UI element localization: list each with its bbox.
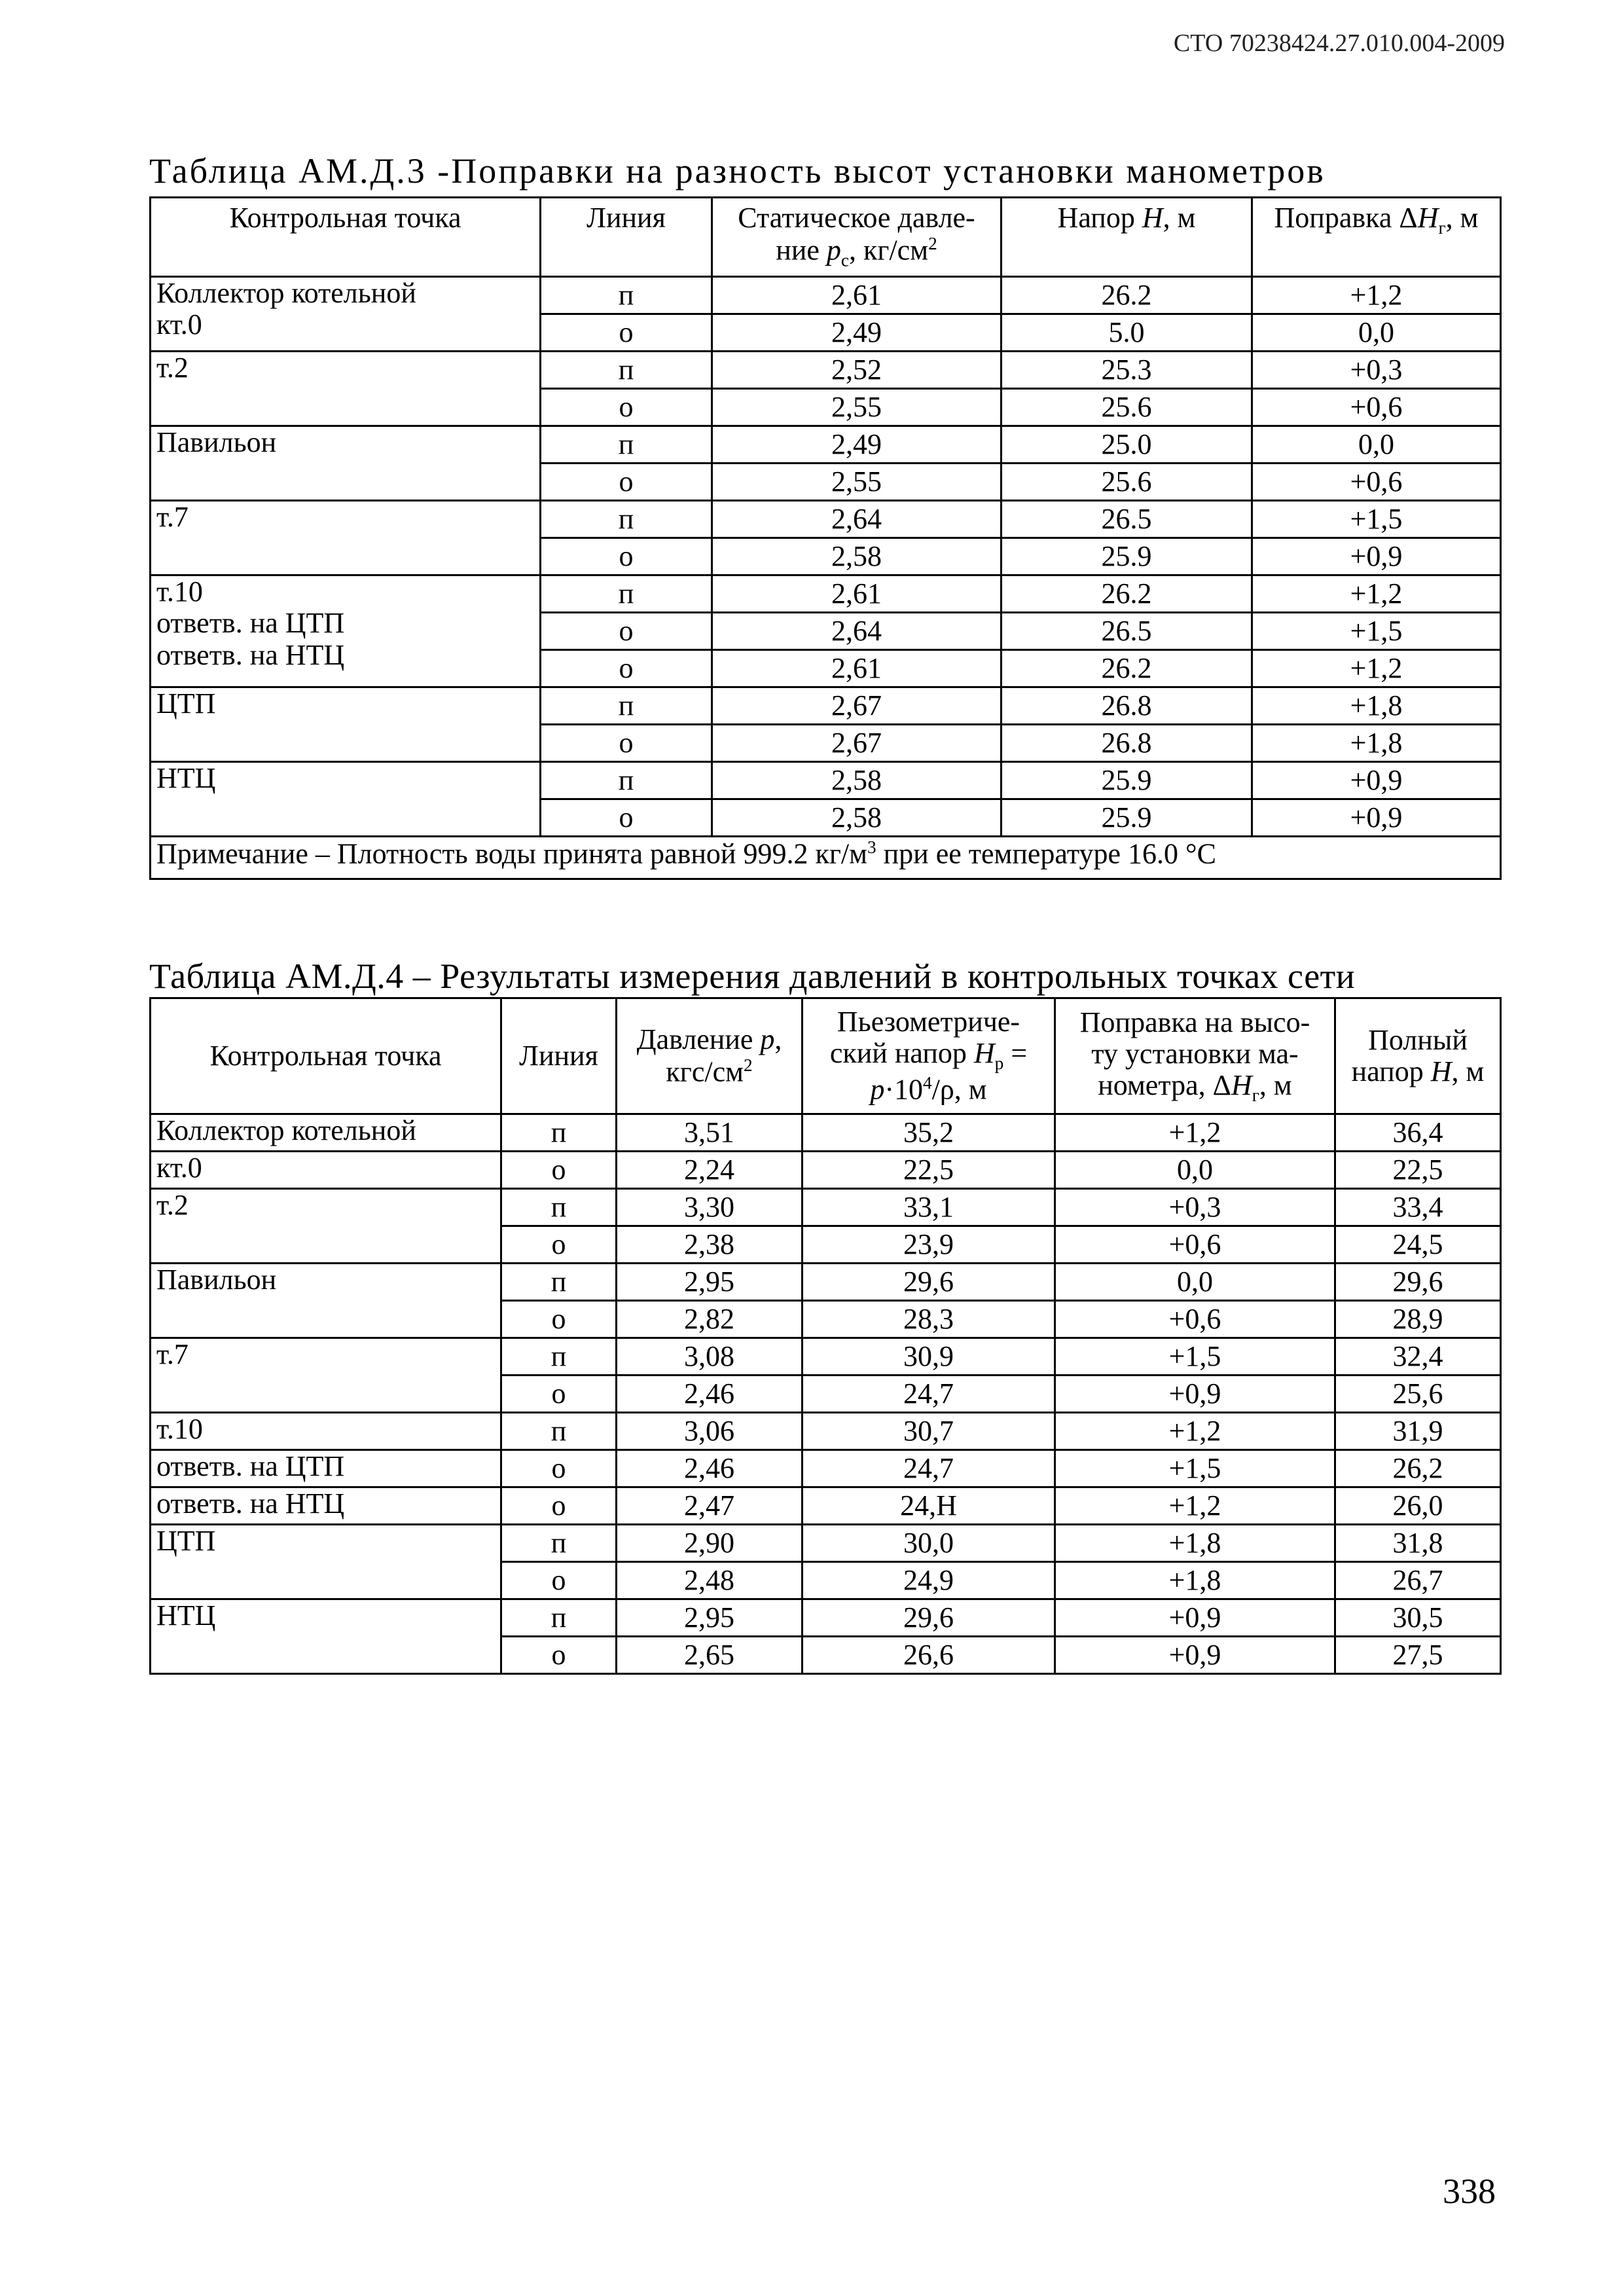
table-row xyxy=(151,1114,1501,1152)
piezo-head-cell: 24,7 xyxy=(803,1376,1055,1413)
t4-header-line: Линия xyxy=(501,998,617,1114)
pressure-cell: 2,46 xyxy=(617,1450,803,1487)
t3-header-line: Линия xyxy=(541,198,712,277)
table-row xyxy=(151,1264,1501,1301)
head-cell: 5.0 xyxy=(1001,314,1252,352)
correction-cell: +0,6 xyxy=(1055,1226,1335,1264)
point-label: ответв. на ЦТП xyxy=(156,607,345,640)
line-cell: о xyxy=(541,389,712,426)
pressure-cell: 2,46 xyxy=(617,1376,803,1413)
line-cell: о xyxy=(541,314,712,352)
pressure-cell: 2,61 xyxy=(712,277,1001,314)
t4-header-total: Полный напор H, м xyxy=(1335,998,1501,1114)
point-cell xyxy=(151,501,541,575)
point-cell: НТЦ xyxy=(151,1599,501,1674)
total-head-cell: 28,9 xyxy=(1335,1301,1501,1338)
point-cell: Павильон xyxy=(151,1264,501,1338)
line-cell: п xyxy=(501,1413,617,1450)
pressure-cell: 2,58 xyxy=(712,762,1001,799)
correction-cell: +1,2 xyxy=(1055,1114,1335,1152)
line-cell: о xyxy=(501,1226,617,1264)
table-row xyxy=(151,1152,1501,1189)
head-cell: 25.3 xyxy=(1001,352,1252,389)
point-label: Павильон xyxy=(156,426,277,458)
table-row xyxy=(151,1450,1501,1487)
piezo-head-cell: 22,5 xyxy=(803,1152,1055,1189)
correction-cell: +0,9 xyxy=(1055,1637,1335,1674)
line-cell: п xyxy=(501,1525,617,1562)
table-row xyxy=(151,762,1501,799)
head-cell: 26.5 xyxy=(1001,501,1252,538)
line-cell: п xyxy=(501,1338,617,1376)
table-row xyxy=(151,352,1501,389)
table3-caption: Таблица АМ.Д.3 -Поправки на разность высот установки манометров xyxy=(149,151,1326,191)
line-cell: п xyxy=(541,762,712,799)
point-cell: т.7 xyxy=(151,1338,501,1413)
total-head-cell: 26,0 xyxy=(1335,1487,1501,1525)
correction-cell: +0,3 xyxy=(1252,352,1501,389)
line-cell: п xyxy=(501,1114,617,1152)
table3-note: Примечание – Плотность воды принята равной 999.2 $кг/м^3$ при ее температуре 16.0 °С xyxy=(151,837,1501,879)
correction-cell: +1,2 xyxy=(1252,575,1501,613)
head-cell: 26.2 xyxy=(1001,650,1252,687)
correction-cell: +0,6 xyxy=(1252,464,1501,501)
point-cell xyxy=(151,762,541,837)
pressure-cell: 2,61 xyxy=(712,575,1001,613)
correction-cell: 0,0 xyxy=(1252,426,1501,464)
piezo-head-cell: 28,3 xyxy=(803,1301,1055,1338)
piezo-head-cell: 30,0 xyxy=(803,1525,1055,1562)
pressure-cell: 3,30 xyxy=(617,1189,803,1226)
table-row xyxy=(151,277,1501,314)
correction-cell: +1,8 xyxy=(1252,687,1501,725)
correction-cell: +0,6 xyxy=(1252,389,1501,426)
line-cell: п xyxy=(541,501,712,538)
point-label: ЦТП xyxy=(156,687,216,720)
pressure-cell: 2,64 xyxy=(712,501,1001,538)
correction-cell: +1,5 xyxy=(1252,613,1501,650)
piezo-head-cell: 30,7 xyxy=(803,1413,1055,1450)
table-row xyxy=(151,501,1501,538)
correction-cell: +1,5 xyxy=(1055,1450,1335,1487)
pressure-cell: 2,58 xyxy=(712,538,1001,575)
page-number: 338 xyxy=(1443,2172,1496,2211)
total-head-cell: 25,6 xyxy=(1335,1376,1501,1413)
correction-cell: +1,2 xyxy=(1055,1487,1335,1525)
pressure-cell: 2,61 xyxy=(712,650,1001,687)
piezo-head-cell: 26,6 xyxy=(803,1637,1055,1674)
t4-header-correction: Поправка на высо- ту установки ма- нометра, $\Delta H_г$, м xyxy=(1055,998,1335,1114)
t4-header-piezo: Пьезометриче- ский напор $H_р$ = $p\cdot 10^4/\rho$, м xyxy=(803,998,1055,1114)
line-cell: о xyxy=(541,464,712,501)
pressure-cell: 2,90 xyxy=(617,1525,803,1562)
table-row xyxy=(151,1487,1501,1525)
point-cell: Коллектор котельной xyxy=(151,1114,501,1152)
correction-cell: +1,5 xyxy=(1252,501,1501,538)
correction-cell: 0,0 xyxy=(1055,1264,1335,1301)
point-cell xyxy=(151,352,541,426)
t3-header-point: Контрольная точка xyxy=(151,198,541,277)
piezo-head-cell: 23,9 xyxy=(803,1226,1055,1264)
pressure-cell: 2,64 xyxy=(712,613,1001,650)
point-cell: ответв. на НТЦ xyxy=(151,1487,501,1525)
correction-cell: +1,2 xyxy=(1252,650,1501,687)
point-label: т.7 xyxy=(156,501,189,533)
correction-cell: +0,9 xyxy=(1252,762,1501,799)
line-cell: о xyxy=(501,1637,617,1674)
total-head-cell: 29,6 xyxy=(1335,1264,1501,1301)
total-head-cell: 27,5 xyxy=(1335,1637,1501,1674)
pressure-cell: 2,52 xyxy=(712,352,1001,389)
piezo-head-cell: 24,7 xyxy=(803,1450,1055,1487)
head-cell: 26.2 xyxy=(1001,277,1252,314)
line-cell: п xyxy=(541,352,712,389)
table-row xyxy=(151,687,1501,725)
head-cell: 25.9 xyxy=(1001,538,1252,575)
pressure-cell: 2,49 xyxy=(712,426,1001,464)
correction-cell: +1,8 xyxy=(1252,725,1501,762)
point-cell: кт.0 xyxy=(151,1152,501,1189)
correction-cell: +0,9 xyxy=(1252,799,1501,837)
line-cell: о xyxy=(541,725,712,762)
total-head-cell: 32,4 xyxy=(1335,1338,1501,1376)
t4-header-point: Контрольная точка xyxy=(151,998,501,1114)
pressure-cell: 2,48 xyxy=(617,1562,803,1599)
table-row xyxy=(151,1599,1501,1637)
head-cell: 25.9 xyxy=(1001,762,1252,799)
head-cell: 25.6 xyxy=(1001,464,1252,501)
correction-cell: +1,2 xyxy=(1252,277,1501,314)
t4-header-pressure: Давление p, кгс/$см^2$ xyxy=(617,998,803,1114)
line-cell: п xyxy=(541,426,712,464)
line-cell: о xyxy=(541,538,712,575)
table4 xyxy=(149,997,1502,1675)
table-row xyxy=(151,1413,1501,1450)
point-cell xyxy=(151,575,541,687)
point-label: ответв. на НТЦ xyxy=(156,638,345,671)
document-code: СТО 70238424.27.010.004-2009 xyxy=(1173,29,1505,57)
total-head-cell: 24,5 xyxy=(1335,1226,1501,1264)
line-cell: о xyxy=(541,613,712,650)
head-cell: 25.9 xyxy=(1001,799,1252,837)
point-cell: ответв. на ЦТП xyxy=(151,1450,501,1487)
point-label: НТЦ xyxy=(156,762,216,794)
total-head-cell: 26,7 xyxy=(1335,1562,1501,1599)
pressure-cell: 3,51 xyxy=(617,1114,803,1152)
line-cell: о xyxy=(501,1562,617,1599)
pressure-cell: 2,47 xyxy=(617,1487,803,1525)
table3 xyxy=(149,196,1502,880)
line-cell: о xyxy=(501,1376,617,1413)
piezo-head-cell: 29,6 xyxy=(803,1264,1055,1301)
total-head-cell: 22,5 xyxy=(1335,1152,1501,1189)
piezo-head-cell: 33,1 xyxy=(803,1189,1055,1226)
line-cell: п xyxy=(501,1189,617,1226)
piezo-head-cell: 35,2 xyxy=(803,1114,1055,1152)
correction-cell: 0,0 xyxy=(1055,1152,1335,1189)
correction-cell: +0,9 xyxy=(1252,538,1501,575)
point-label: т.2 xyxy=(156,352,189,384)
point-label: Коллектор котельной xyxy=(156,277,416,309)
line-cell: п xyxy=(501,1264,617,1301)
total-head-cell: 36,4 xyxy=(1335,1114,1501,1152)
point-cell: т.2 xyxy=(151,1189,501,1264)
head-cell: 26.5 xyxy=(1001,613,1252,650)
correction-cell: +0,6 xyxy=(1055,1301,1335,1338)
table-row xyxy=(151,1525,1501,1562)
table-row xyxy=(151,1338,1501,1376)
head-cell: 26.2 xyxy=(1001,575,1252,613)
pressure-cell: 2,24 xyxy=(617,1152,803,1189)
correction-cell: +1,2 xyxy=(1055,1413,1335,1450)
table3-header-row xyxy=(151,198,1501,277)
pressure-cell: 2,95 xyxy=(617,1599,803,1637)
point-cell: т.10 xyxy=(151,1413,501,1450)
correction-cell: +1,8 xyxy=(1055,1525,1335,1562)
pressure-cell: 2,65 xyxy=(617,1637,803,1674)
pressure-cell: 2,38 xyxy=(617,1226,803,1264)
pressure-cell: 2,55 xyxy=(712,464,1001,501)
total-head-cell: 30,5 xyxy=(1335,1599,1501,1637)
head-cell: 26.8 xyxy=(1001,687,1252,725)
head-cell: 26.8 xyxy=(1001,725,1252,762)
head-cell: 25.0 xyxy=(1001,426,1252,464)
correction-cell: +0,9 xyxy=(1055,1599,1335,1637)
line-cell: п xyxy=(541,687,712,725)
line-cell: о xyxy=(501,1152,617,1189)
table4-header-row xyxy=(151,998,1501,1114)
total-head-cell: 31,9 xyxy=(1335,1413,1501,1450)
pressure-cell: 2,55 xyxy=(712,389,1001,426)
table-row xyxy=(151,426,1501,464)
correction-cell: 0,0 xyxy=(1252,314,1501,352)
t3-header-head: Напор H, м xyxy=(1001,198,1252,277)
head-cell: 25.6 xyxy=(1001,389,1252,426)
pressure-cell: 2,67 xyxy=(712,687,1001,725)
line-cell: о xyxy=(501,1450,617,1487)
pressure-cell: 2,49 xyxy=(712,314,1001,352)
piezo-head-cell: 24,9 xyxy=(803,1562,1055,1599)
point-cell xyxy=(151,426,541,501)
pressure-cell: 3,06 xyxy=(617,1413,803,1450)
correction-cell: +0,3 xyxy=(1055,1189,1335,1226)
pressure-cell: 2,82 xyxy=(617,1301,803,1338)
table-row xyxy=(151,1189,1501,1226)
correction-cell: +1,8 xyxy=(1055,1562,1335,1599)
point-label: кт.0 xyxy=(156,308,202,341)
pressure-cell: 2,67 xyxy=(712,725,1001,762)
correction-cell: +0,9 xyxy=(1055,1376,1335,1413)
line-cell: п xyxy=(541,575,712,613)
piezo-head-cell: 30,9 xyxy=(803,1338,1055,1376)
point-cell xyxy=(151,687,541,762)
total-head-cell: 33,4 xyxy=(1335,1189,1501,1226)
line-cell: о xyxy=(541,650,712,687)
pressure-cell: 2,58 xyxy=(712,799,1001,837)
piezo-head-cell: 29,6 xyxy=(803,1599,1055,1637)
line-cell: о xyxy=(541,799,712,837)
point-cell: ЦТП xyxy=(151,1525,501,1599)
total-head-cell: 31,8 xyxy=(1335,1525,1501,1562)
line-cell: п xyxy=(541,277,712,314)
pressure-cell: 2,95 xyxy=(617,1264,803,1301)
total-head-cell: 26,2 xyxy=(1335,1450,1501,1487)
point-label: т.10 xyxy=(156,575,203,608)
line-cell: о xyxy=(501,1487,617,1525)
pressure-cell: 3,08 xyxy=(617,1338,803,1376)
line-cell: о xyxy=(501,1301,617,1338)
t3-header-pressure: Статическое давле- ние $p_с$, $кг/см^2$ xyxy=(712,198,1001,277)
table-row xyxy=(151,575,1501,613)
t3-header-correction: Поправка $\Delta H_г$, м xyxy=(1252,198,1501,277)
line-cell: п xyxy=(501,1599,617,1637)
correction-cell: +1,5 xyxy=(1055,1338,1335,1376)
table4-caption: Таблица АМ.Д.4 – Результаты измерения давлений в контрольных точках сети xyxy=(149,957,1356,996)
point-cell xyxy=(151,277,541,352)
table3-note-row xyxy=(151,837,1501,879)
piezo-head-cell: 24,Н xyxy=(803,1487,1055,1525)
